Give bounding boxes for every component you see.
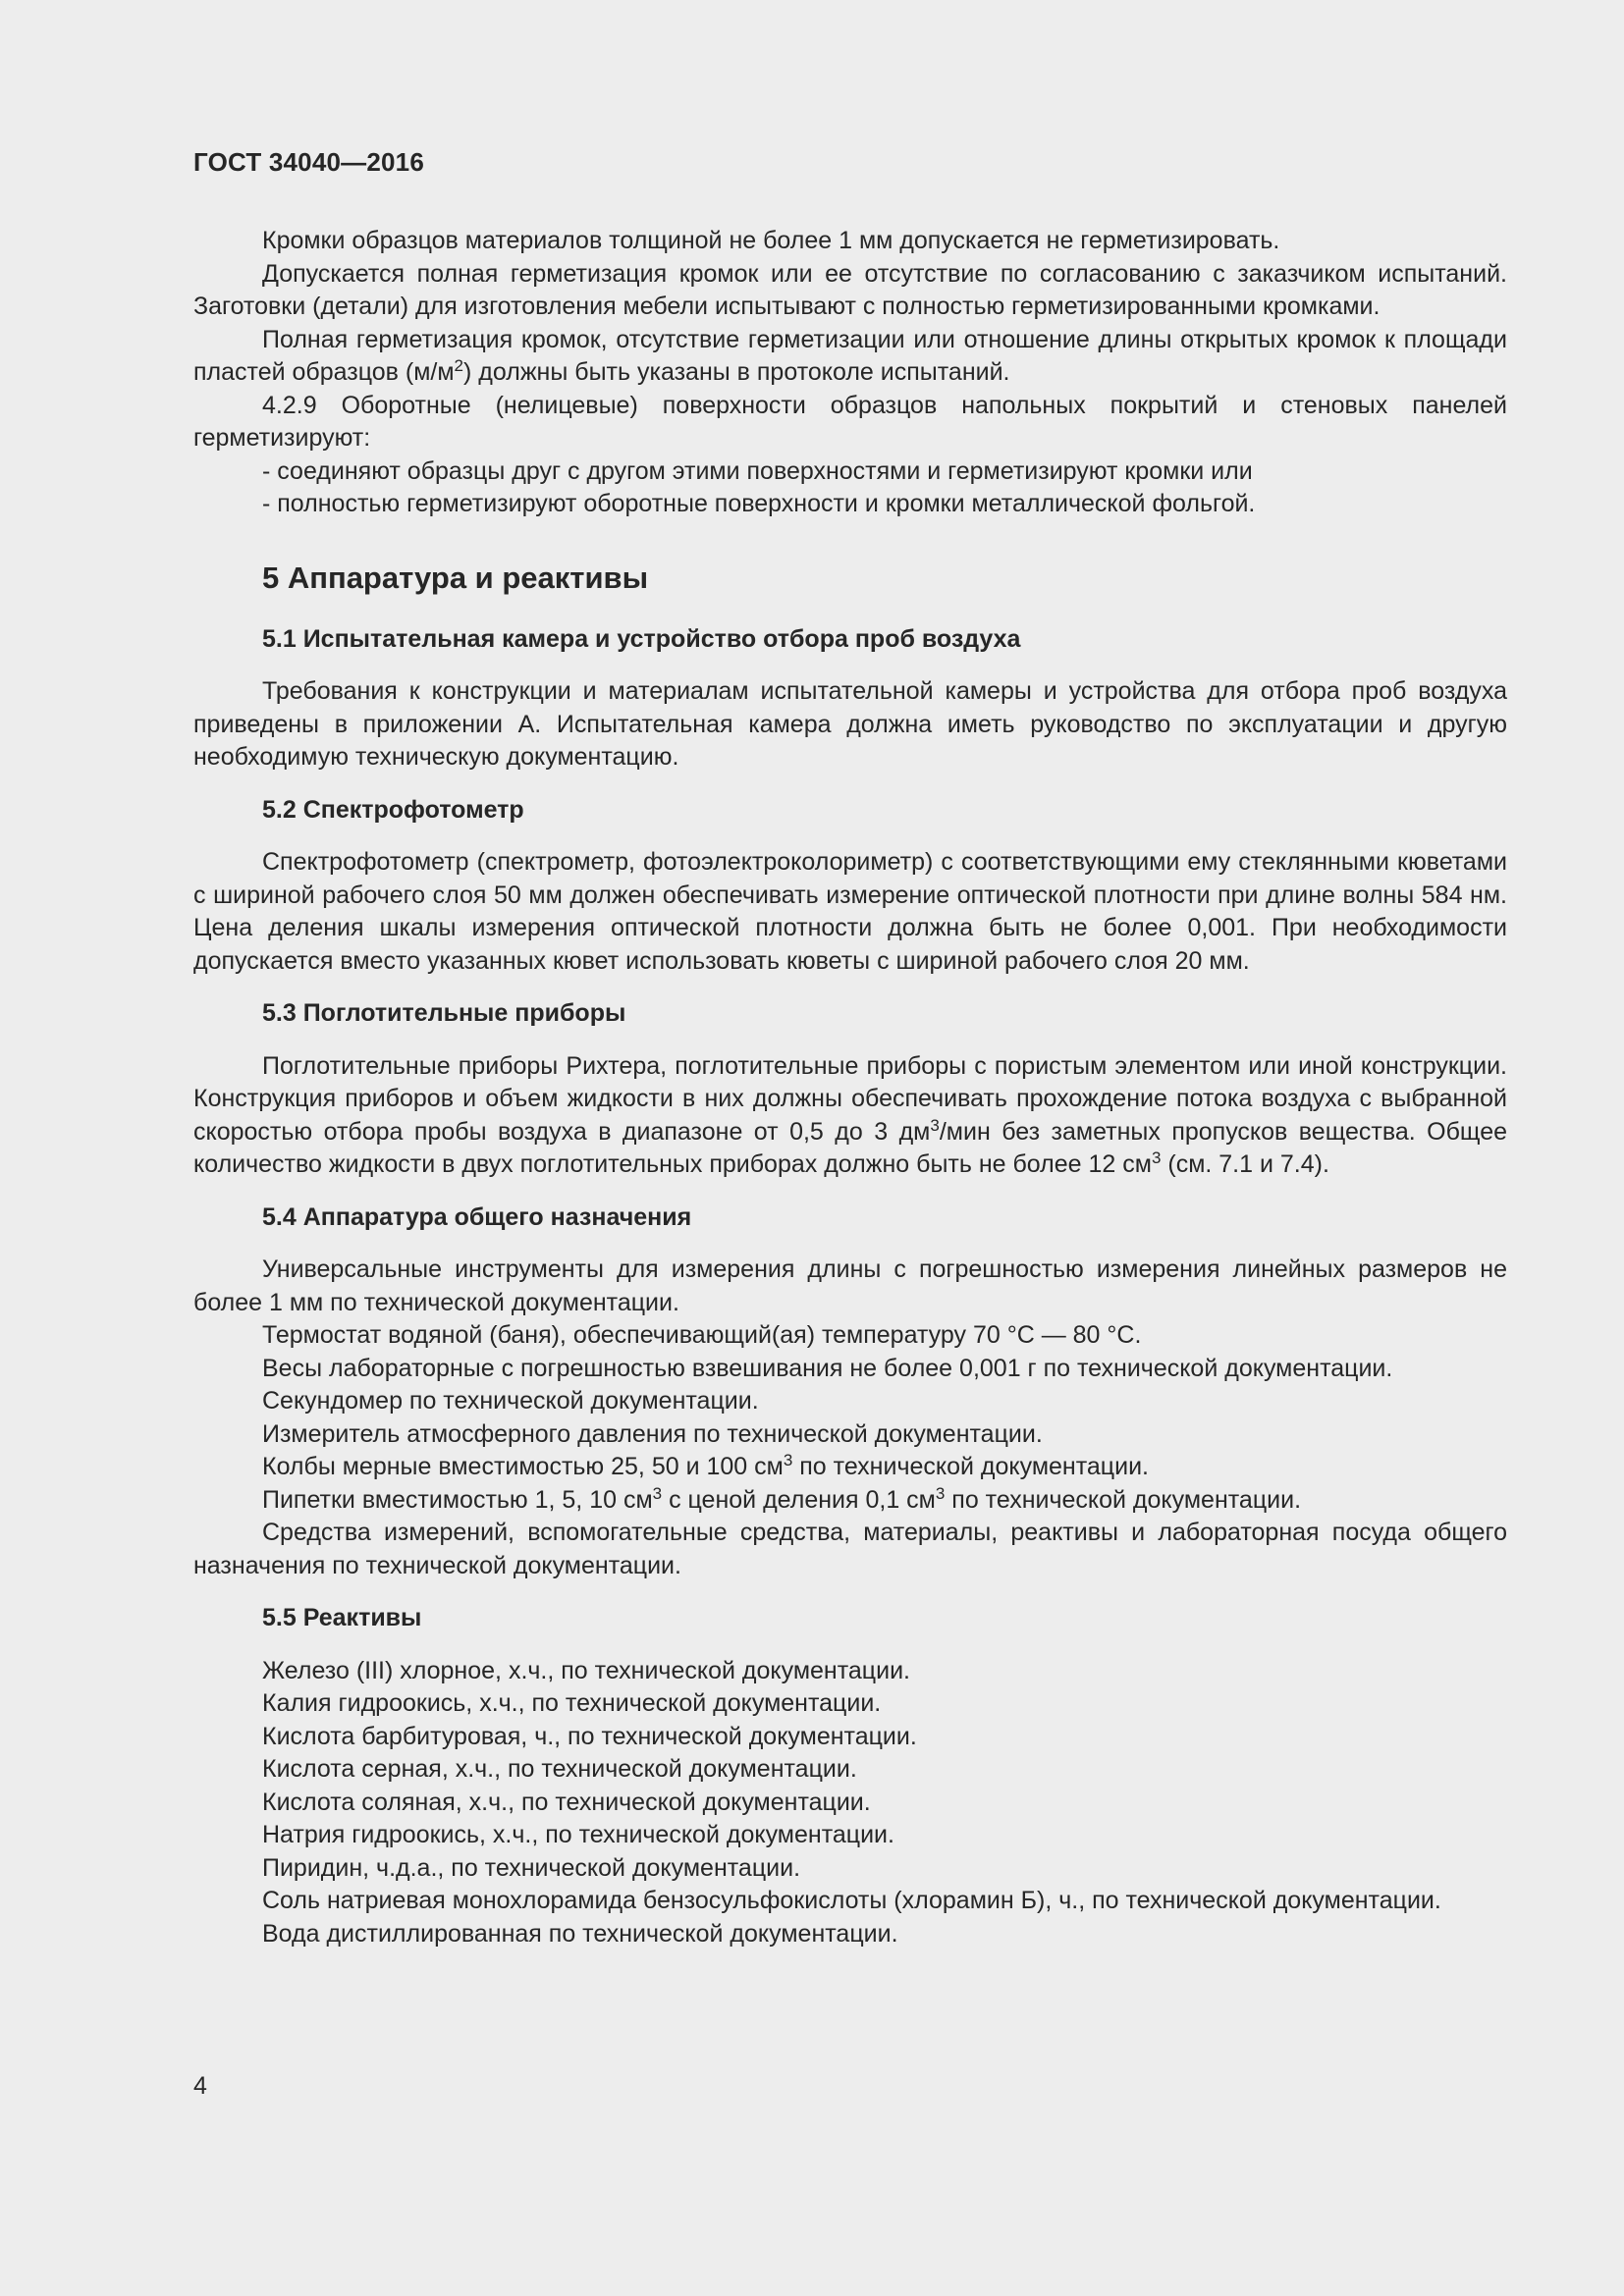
paragraph <box>193 324 1507 390</box>
subsection-heading: 5.4 Аппаратура общего назначения <box>262 1202 692 1231</box>
text-run: Пипетки вместимостью 1, 5, 10 см <box>262 1485 653 1514</box>
text-run: с ценой деления 0,1 см <box>662 1485 936 1514</box>
paragraph: Универсальные инструменты для измерения длины с погрешностью измерения линейных размеров не более 1 мм по технической документации. <box>193 1255 1507 1316</box>
subsection-heading: 5.5 Реактивы <box>262 1604 422 1631</box>
text-run: по технической документации. <box>945 1485 1302 1514</box>
paragraph: Средства измерений, вспомогательные средства, материалы, реактивы и лабораторная посуда общего назначения по технической документации. <box>193 1519 1507 1579</box>
text-run: (см. 7.1 и 7.4). <box>1161 1150 1329 1178</box>
paragraph: Допускается полная герметизация кромок или ее отсутствие по согласованию с заказчиком испытаний. Заготовки (детали) для изготовления мебели испытывают с полностью герметизированными кромками. <box>193 259 1507 320</box>
paragraph: 4.2.9 Оборотные (нелицевые) поверхности образцов напольных покрытий и стеновых панелей герметизируют: <box>193 391 1507 452</box>
list-item: - полностью герметизируют оборотные поверхности и кромки металлической фольгой. <box>262 490 1256 517</box>
superscript: 3 <box>783 1451 793 1469</box>
superscript: 3 <box>652 1483 663 1503</box>
reagent-item: Пиридин, ч.д.а., по технической документации. <box>262 1853 801 1882</box>
text-run: ) должны быть указаны в протоколе испытаний. <box>463 358 1010 386</box>
paragraph <box>193 1050 1507 1182</box>
reagent-item: Калия гидроокись, х.ч., по технической документации. <box>262 1689 882 1717</box>
paragraph: Термостат водяной (баня), обеспечивающий(ая) температуру 70 °С — 80 °С. <box>262 1321 1142 1349</box>
paragraph <box>193 1451 1507 1484</box>
subsection-heading: 5.2 Спектрофотометр <box>262 795 524 824</box>
text-run: Полная герметизация кромок, отсутствие герметизации или отношение длины открытых кромок к площади пластей образцов (м/м <box>193 325 1507 386</box>
text-run: Поглотительные приборы Рихтера, поглотительные приборы с пористым элементом или иной конструкции. Конструкция приборов и объем жидкости в них должны обеспечивать прохождение потока воздуха с выбранной скоростью отбора пробы воздуха в диапазоне от 0,5 до 3 дм <box>193 1051 1507 1146</box>
reagent-item: Кислота барбитуровая, ч., по технической документации. <box>262 1722 917 1750</box>
superscript: 3 <box>930 1115 940 1135</box>
reagent-item: Натрия гидроокись, х.ч., по технической документации. <box>262 1821 894 1848</box>
text-run: по технической документации. <box>792 1453 1149 1480</box>
paragraph: Секундомер по технической документации. <box>262 1387 759 1415</box>
reagent-item: Кислота соляная, х.ч., по технической документации. <box>262 1788 871 1816</box>
paragraph <box>193 1484 1507 1518</box>
subsection-heading: 5.3 Поглотительные приборы <box>262 999 626 1027</box>
text-run: /мин без заметных пропусков вещества. Общее количество жидкости в двух поглотительных приборах должно быть не более 12 см <box>193 1117 1508 1178</box>
reagent-item: Соль натриевая монохлорамида бензосульфокислоты (хлорамин Б), ч., по технической документации. <box>262 1887 1441 1914</box>
paragraph: Кромки образцов материалов толщиной не более 1 мм допускается не герметизировать. <box>262 227 1280 254</box>
page-number: 4 <box>193 2072 207 2100</box>
superscript: 2 <box>454 356 464 375</box>
section-heading: 5 Аппаратура и реактивы <box>262 560 649 595</box>
reagent-item: Вода дистиллированная по технической документации. <box>262 1919 898 1948</box>
text-run: Колбы мерные вместимостью 25, 50 и 100 см <box>262 1453 784 1480</box>
paragraph: Весы лабораторные с погрешностью взвешивания не более 0,001 г по технической документации. <box>262 1354 1393 1382</box>
paragraph: Измеритель атмосферного давления по технической документации. <box>262 1419 1043 1448</box>
paragraph: Требования к конструкции и материалам испытательной камеры и устройства для отбора проб воздуха приведены в приложении А. Испытательная камера должна иметь руководство по эксплуатации и другую необходимую техническую документацию. <box>193 677 1507 771</box>
document-code-header: ГОСТ 34040—2016 <box>193 147 424 177</box>
reagent-item: Железо (III) хлорное, х.ч., по технической документации. <box>262 1656 910 1684</box>
superscript: 3 <box>1151 1148 1162 1167</box>
reagent-item: Кислота серная, х.ч., по технической документации. <box>262 1755 857 1783</box>
list-item: - соединяют образцы друг с другом этими поверхностями и герметизируют кромки или <box>262 456 1253 485</box>
superscript: 3 <box>935 1483 946 1503</box>
page-content <box>193 225 1507 1950</box>
paragraph: Спектрофотометр (спектрометр, фотоэлектроколориметр) с соответствующими ему стеклянными кюветами с шириной рабочего слоя 50 мм должен обеспечивать измерение оптической плотности при длине волны 584 нм. Цена деления шкалы измерения оптической плотности должна быть не более 0,001. При необходимости допускается вместо указанных кювет использовать кюветы с шириной рабочего слоя 20 мм. <box>193 848 1507 975</box>
subsection-heading: 5.1 Испытательная камера и устройство отбора проб воздуха <box>262 624 1021 653</box>
